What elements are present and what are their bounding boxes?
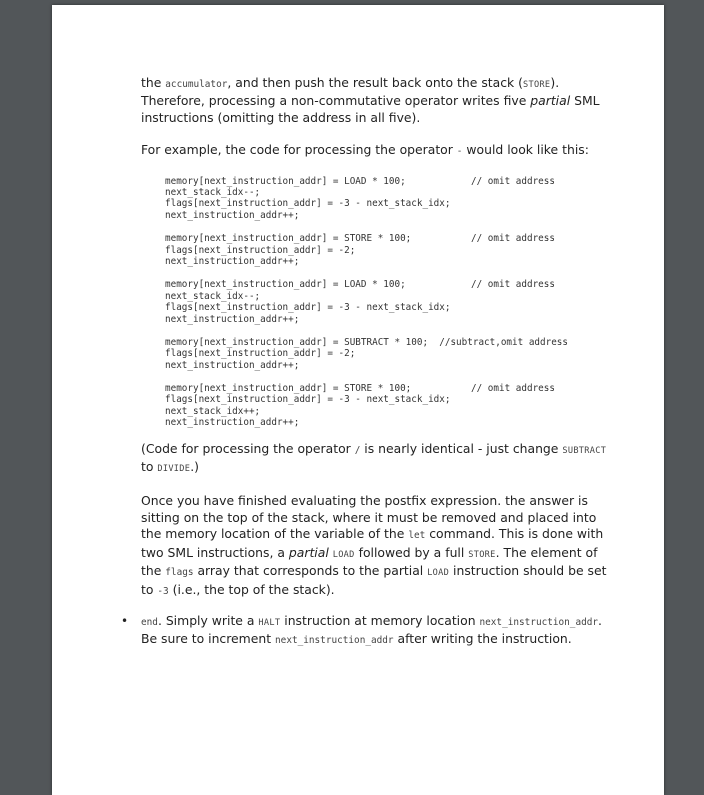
bullet-marker: • bbox=[121, 613, 129, 628]
inline-code-flags: flags bbox=[165, 567, 194, 579]
paragraph-accumulator: the accumulator, and then push the result back onto the stack (STORE). Therefore, processing a non-commutative operator writes five partial SML instructions (omitting the address in all five). bbox=[141, 75, 600, 125]
code-text: memory[next_instruction_addr] = LOAD * 100; bbox=[165, 175, 406, 187]
inline-code-addr-2: next_instruction_addr bbox=[275, 635, 394, 647]
paragraph-divide-note: (Code for processing the operator / is nearly identical - just change SUBTRACT to DIVIDE.) bbox=[141, 440, 607, 475]
code-text: next_stack_idx++; bbox=[165, 405, 261, 417]
inline-code-load: LOAD bbox=[332, 549, 355, 560]
code-block bbox=[165, 176, 617, 222]
inline-code-store-2: STORE bbox=[468, 549, 496, 560]
inline-code-minus: - bbox=[456, 146, 463, 158]
bullet-item-end: • end. Simply write a HALT instruction at memory location next_instruction_addr. Be sure to increment next_instruction_addr after writing the instruction. bbox=[121, 612, 602, 647]
code-text: next_instruction_addr++; bbox=[165, 313, 300, 325]
code-block bbox=[165, 383, 617, 429]
code-text: next_stack_idx--; bbox=[165, 187, 261, 199]
code-line bbox=[165, 176, 617, 187]
code-line bbox=[165, 314, 617, 325]
inline-code-minus3: -3 bbox=[157, 585, 169, 597]
code-text: memory[next_instruction_addr] = SUBTRACT * 100; //subtract,omit address bbox=[165, 336, 568, 348]
inline-code-load-2: LOAD bbox=[427, 568, 450, 579]
code-comment: // omit address bbox=[471, 175, 555, 187]
code-line bbox=[165, 406, 617, 417]
code-block bbox=[165, 337, 617, 371]
inline-code-store: STORE bbox=[523, 80, 551, 90]
code-block bbox=[165, 279, 617, 325]
code-text: flags[next_instruction_addr] = -2; bbox=[165, 348, 356, 360]
code-text: memory[next_instruction_addr] = STORE * 100; bbox=[165, 233, 412, 245]
code-text: next_stack_idx--; bbox=[165, 290, 261, 302]
code-line bbox=[165, 198, 617, 209]
code-line bbox=[165, 394, 617, 405]
code-text: flags[next_instruction_addr] = -2; bbox=[165, 244, 356, 256]
code-line bbox=[165, 360, 617, 371]
code-block bbox=[165, 233, 617, 267]
code-line bbox=[165, 187, 617, 198]
code-line bbox=[165, 279, 617, 290]
inline-code-divide: DIVIDE bbox=[157, 464, 191, 475]
code-text: next_instruction_addr++; bbox=[165, 209, 300, 221]
inline-code-halt: HALT bbox=[258, 617, 281, 628]
document-page bbox=[52, 5, 664, 795]
code-line bbox=[165, 291, 617, 302]
code-text: memory[next_instruction_addr] = STORE * 100; bbox=[165, 383, 412, 395]
inline-code-end: end bbox=[141, 616, 158, 628]
code-text: flags[next_instruction_addr] = -3 - next_stack_idx; bbox=[165, 302, 451, 314]
paragraph-example-intro: For example, the code for processing the operator - would look like this: bbox=[141, 142, 589, 158]
code-line bbox=[165, 210, 617, 221]
code-text: flags[next_instruction_addr] = -3 - next_stack_idx; bbox=[165, 198, 451, 210]
code-comment: // omit address bbox=[471, 383, 555, 395]
emphasis-partial: partial bbox=[530, 93, 571, 109]
inline-code-addr: next_instruction_addr bbox=[479, 616, 599, 628]
page-content bbox=[121, 75, 617, 650]
paragraph-postfix-finish: Once you have finished evaluating the postfix expression. the answer is sitting on the top of the stack, where it must be removed and placed into the memory location of the variable of the let command. This is done with two SML instructions, a partial LOAD followed by a full STORE. The element of the flags array that corresponds to the partial LOAD instruction should be set to -3 (i.e., the top of the stack). bbox=[141, 493, 607, 597]
code-text: flags[next_instruction_addr] = -3 - next_stack_idx; bbox=[165, 394, 451, 406]
code-comment: // omit address bbox=[471, 233, 555, 245]
code-line bbox=[165, 348, 617, 359]
code-line bbox=[165, 337, 617, 348]
code-text: next_instruction_addr++; bbox=[165, 255, 300, 267]
emphasis-partial-2: partial bbox=[288, 544, 329, 560]
code-line bbox=[165, 302, 617, 313]
code-line bbox=[165, 383, 617, 394]
inline-code-let: let bbox=[408, 530, 426, 542]
inline-code-accumulator: accumulator bbox=[165, 79, 228, 90]
code-line bbox=[165, 233, 617, 244]
code-line bbox=[165, 245, 617, 256]
inline-code-slash: / bbox=[354, 444, 361, 456]
inline-code-subtract: SUBTRACT bbox=[562, 445, 607, 456]
code-line bbox=[165, 256, 617, 267]
code-comment: // omit address bbox=[471, 279, 555, 291]
code-text: memory[next_instruction_addr] = LOAD * 100; bbox=[165, 279, 406, 291]
code-listing bbox=[141, 176, 617, 429]
code-text: next_instruction_addr++; bbox=[165, 417, 300, 429]
code-text: next_instruction_addr++; bbox=[165, 359, 300, 371]
code-line bbox=[165, 417, 617, 428]
